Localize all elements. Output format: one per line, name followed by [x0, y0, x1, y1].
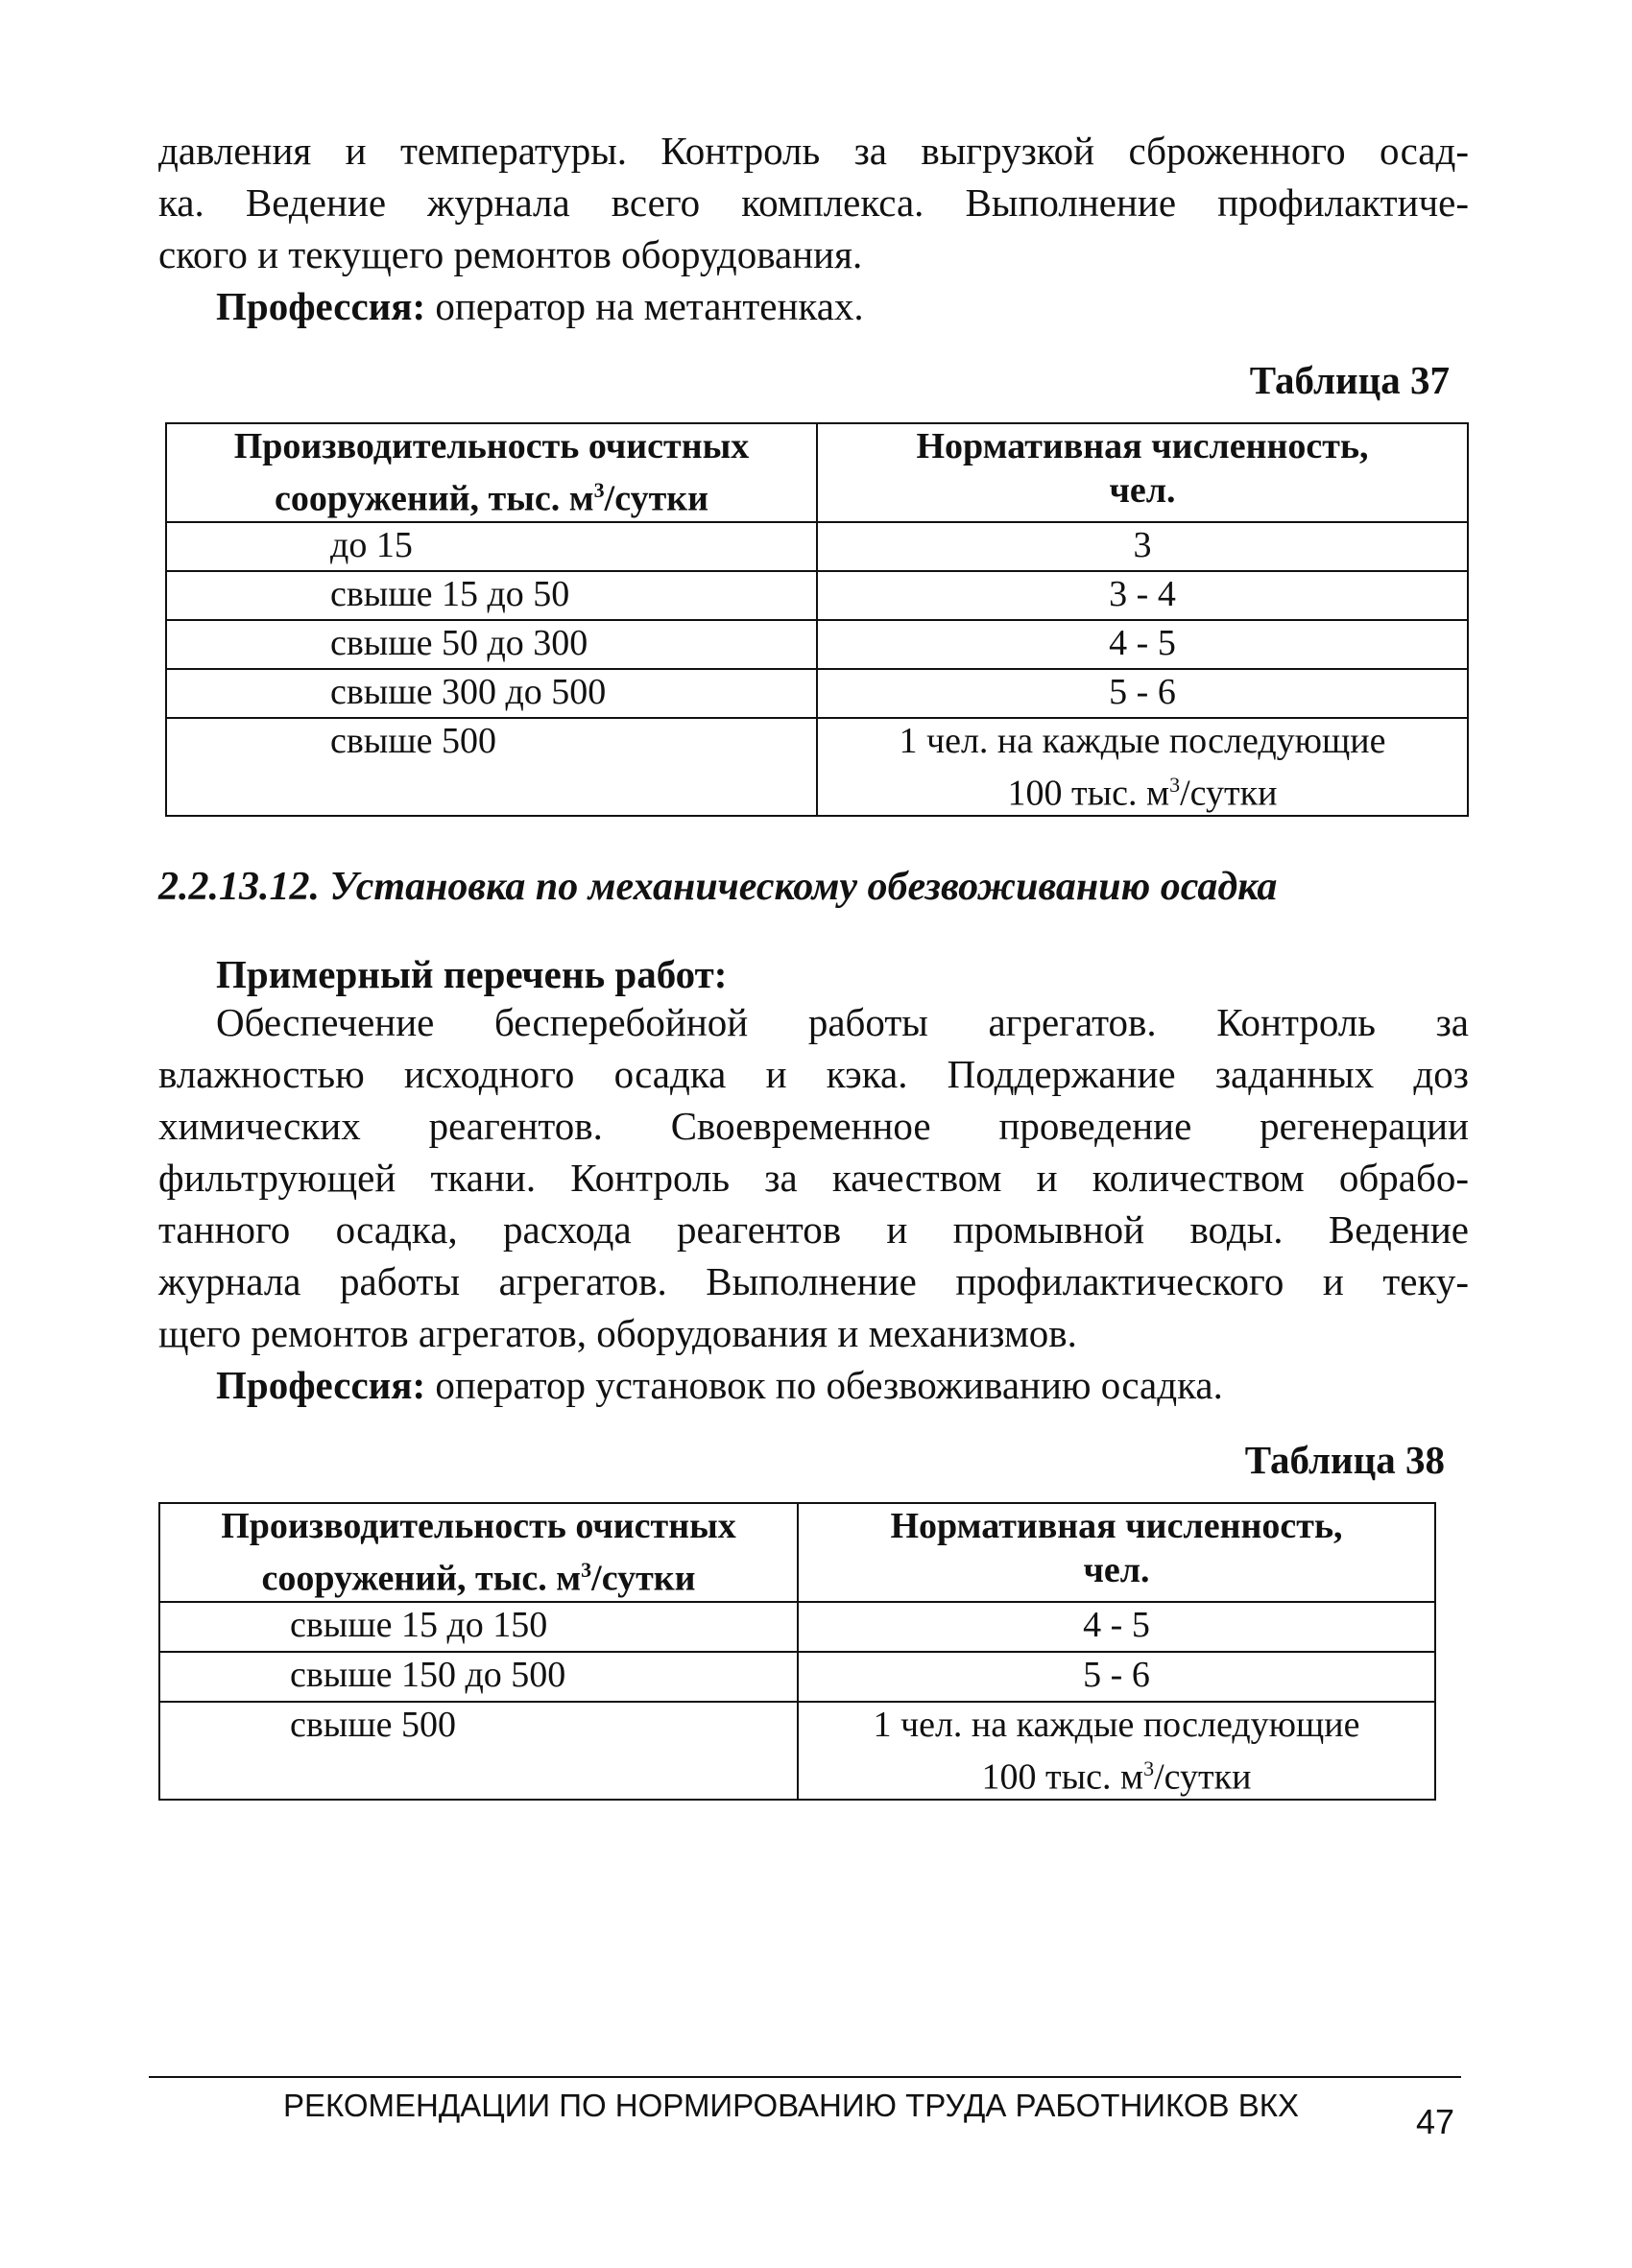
table-row [166, 718, 1468, 817]
works-line: фильтрующей ткани. Контроль за качеством и количеством обрабо- [158, 1156, 1469, 1200]
table-row [159, 1702, 1435, 1801]
page-number: 47 [1416, 2102, 1455, 2141]
table-row [166, 571, 1468, 620]
table-37-caption: Таблица 37 [1249, 358, 1450, 402]
intro-line: давления и температуры. Контроль за выгрузкой сброженного осад- [158, 129, 1469, 173]
table-row [159, 1602, 1435, 1652]
works-line: химических реагентов. Своевременное проведение регенерации [158, 1104, 1469, 1148]
footer-rule [149, 2076, 1461, 2078]
profession-line [216, 1359, 1223, 1411]
table-header-row [166, 423, 1468, 522]
header-capacity: Производительность очистных сооружений, тыс. $м^3$/сутки [159, 1503, 798, 1602]
cell-capacity: свыше 500 [159, 1702, 798, 1801]
works-line: Обеспечение бесперебойной работы агрегатов. Контроль за [216, 1000, 1469, 1044]
cell-staff: 1 чел. на каждые последующие 100 тыс. $м^3$/сутки [798, 1702, 1435, 1801]
cell-staff: 5 - 6 [817, 669, 1468, 718]
cell-capacity: свыше 500 [166, 718, 817, 817]
works-title: Примерный перечень работ: [216, 952, 728, 996]
table-header-row [159, 1503, 1435, 1602]
profession-value: оператор на метантенках. [425, 284, 864, 328]
table-row [166, 669, 1468, 718]
cell-staff: 3 - 4 [817, 571, 1468, 620]
cell-staff: 3 [817, 522, 1468, 571]
cell-staff: 4 - 5 [817, 620, 1468, 669]
table-row [166, 620, 1468, 669]
header-staff: Нормативная численность, чел. [798, 1503, 1435, 1602]
header-staff: Нормативная численность, чел. [817, 423, 1468, 522]
intro-line: ка. Ведение журнала всего комплекса. Выполнение профилактиче- [158, 180, 1469, 225]
table-38 [158, 1502, 1436, 1801]
cell-capacity: свыше 50 до 300 [166, 620, 817, 669]
profession-line [216, 280, 864, 332]
works-line: влажностью исходного осадка и кэка. Поддержание заданных доз [158, 1052, 1469, 1096]
intro-line: ского и текущего ремонтов оборудования. [158, 232, 863, 276]
table-row [159, 1652, 1435, 1702]
table-row [166, 522, 1468, 571]
table-37 [165, 422, 1469, 817]
cell-staff: 1 чел. на каждые последующие 100 тыс. $м^3$/сутки [817, 718, 1468, 817]
table-38-caption: Таблица 38 [1244, 1438, 1445, 1482]
cell-capacity: свыше 15 до 150 [159, 1602, 798, 1652]
section-heading: 2.2.13.12. Установка по механическому обезвоживанию осадка [158, 865, 1278, 909]
cell-capacity: свыше 15 до 50 [166, 571, 817, 620]
profession-value: оператор установок по обезвоживанию осадка. [425, 1363, 1223, 1407]
works-line: щего ремонтов агрегатов, оборудования и механизмов. [158, 1311, 1077, 1355]
profession-label: Профессия: [216, 1363, 426, 1407]
works-line: журнала работы агрегатов. Выполнение профилактического и теку- [158, 1259, 1469, 1303]
cell-capacity: до 15 [166, 522, 817, 571]
header-capacity: Производительность очистных сооружений, тыс. $м^3$/сутки [166, 423, 817, 522]
footer-title: РЕКОМЕНДАЦИИ ПО НОРМИРОВАНИЮ ТРУДА РАБОТНИКОВ ВКХ [283, 2088, 1299, 2123]
profession-label: Профессия: [216, 284, 426, 328]
works-line: танного осадка, расхода реагентов и промывной воды. Ведение [158, 1207, 1469, 1252]
cell-staff: 5 - 6 [798, 1652, 1435, 1702]
cell-capacity: свыше 150 до 500 [159, 1652, 798, 1702]
cell-capacity: свыше 300 до 500 [166, 669, 817, 718]
cell-staff: 4 - 5 [798, 1602, 1435, 1652]
